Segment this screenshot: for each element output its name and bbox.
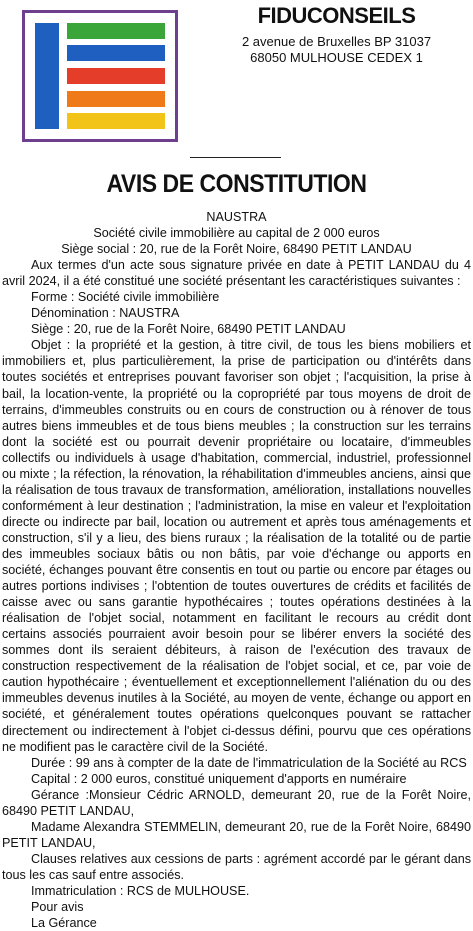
clauses-paragraph: Clauses relatives aux cessions de parts : agrément accordé par le gérant dans tous les cas sauf entre associés. — [2, 851, 471, 882]
logo-stripe-orange — [67, 91, 165, 107]
pour-avis-line: Pour avis — [31, 900, 84, 915]
firm-address-line2: 68050 MULHOUSE CEDEX 1 — [250, 50, 423, 65]
intro-paragraph: Aux termes d'un acte sous signature privée en date à PETIT LANDAU du 4 avril 2024, il a été constitué une société présentant les caractéristiques suivantes : — [2, 258, 471, 289]
form-line: Forme : Société civile immobilière — [31, 290, 220, 305]
company-type: Société civile immobilière au capital de 2 000 euros — [93, 226, 380, 241]
company-logo — [22, 10, 178, 142]
logo-stripe-yellow — [67, 113, 165, 129]
divider-rule — [190, 157, 281, 158]
firm-name: FIDUCONSEILS — [257, 3, 416, 28]
capital-line: Capital : 2 000 euros, constitué uniquement d'apports en numéraire — [31, 771, 407, 786]
firm-address — [200, 34, 473, 66]
firm-header — [200, 4, 473, 66]
objet-paragraph: Objet : la propriété et la gestion, à titre civil, de tous les biens mobiliers et immobiliers et, plus particulièrement, la prise de participation ou d'intérêts dans toutes sociétés et entreprises pouvant favoriser son objet ; l'acquisition, la prise à bail, la location-vente, la propriété ou la copropriété par tous moyens de droit de terrains, d'immeubles construits ou en cours de construction ou à rénover de tous autres biens immeubles et de tous biens meubles ; la construction sur les terrains dont la société est ou pourrait devenir propriétaire ou locataire, d'immeubles collectifs ou individuels à usage d'habitation, commercial, industriel, professionnel ou mixte ; la réfection, la rénovation, la réhabilitation d'immeubles anciens, ainsi que la réalisation de tous travaux de transformation, amélioration, installations nouvelles conformément à leur destination ; l'administration, la mise en valeur et l'exploitation directe ou indirecte par bail, location ou autrement et après tous aménagements et construction, s'il y a lieu, des biens ruraux ; la réalisation de la totalité ou de partie des immeubles sociaux bâtis ou non bâtis, par voie d'échange ou apports en société, échanges pouvant être consentis en tout ou partie ou encore par étages ou autres portions indivises ; l'obtention de toutes ouvertures de crédits et facilités de caisse avec ou sans garantie hypothécaires ; toutes opérations destinées à la réalisation de l'objet social, notamment en facilitant le recours au crédit dont certains associés pourraient avoir besoin pour se libérer envers la société des sommes dont ils seraient débiteurs, à raison de l'exécution des travaux de construction respectivement de la réalisation de l'objet social, et ce, par voie de caution hypothécaire ; éventuellement et exceptionnellement l'aliénation du ou des immeubles devenus inutiles à la Société, au moyen de vente, échange ou apport en société, et généralement toutes opérations quelconques pouvant se rattacher directement ou indirectement à l'objet ci-dessus défini, pourvu que ces opérations ne modifient pas le caractère civil de la Société. — [2, 338, 471, 754]
logo-stripe-red — [67, 68, 165, 84]
notice-title: AVIS DE CONSTITUTION — [106, 170, 367, 198]
logo-stripe-blue — [67, 45, 165, 61]
signature-line: La Gérance — [31, 916, 97, 931]
siege-line: Siège : 20, rue de la Forêt Noire, 68490 PETIT LANDAU — [31, 322, 346, 337]
firm-address-line1: 2 avenue de Bruxelles BP 31037 — [241, 34, 432, 49]
gerance-paragraph-2: Madame Alexandra STEMMELIN, demeurant 20, rue de la Forêt Noire, 68490 PETIT LANDAU, — [2, 819, 471, 850]
logo-left-bar — [35, 23, 59, 129]
duree-line: Durée : 99 ans à compter de la date de l'immatriculation de la Société au RCS — [31, 755, 467, 770]
gerance-paragraph: Gérance :Monsieur Cédric ARNOLD, demeurant 20, rue de la Forêt Noire, 68490 PETIT LANDAU, — [2, 787, 471, 818]
denomination-line: Dénomination : NAUSTRA — [31, 306, 180, 321]
registered-seat: Siège social : 20, rue de la Forêt Noire, 68490 PETIT LANDAU — [61, 242, 412, 257]
notice-body — [2, 209, 471, 931]
immatriculation-line: Immatriculation : RCS de MULHOUSE. — [31, 883, 250, 898]
logo-stripe-green — [67, 23, 165, 39]
company-name: NAUSTRA — [206, 210, 267, 224]
